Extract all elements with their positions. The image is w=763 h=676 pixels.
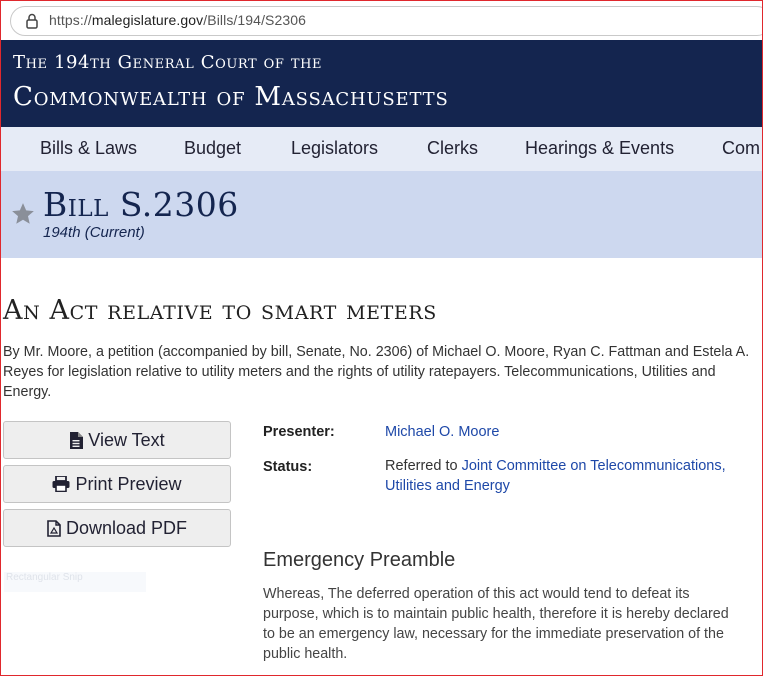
bill-header xyxy=(1,171,763,258)
header-subtitle: The 194th General Court of the xyxy=(13,52,323,73)
nav-item-budget[interactable]: Budget xyxy=(184,138,242,158)
download-pdf-button[interactable] xyxy=(3,509,231,547)
document-icon xyxy=(69,432,83,449)
bill-summary: By Mr. Moore, a petition (accompanied by bill, Senate, No. 2306) of Michael O. Moore, Ryan C. Fattman and Estela A. Reyes for legislation relative to utility meters and the rights of utility ratepayers. Telecommunications, Utilities and Energy. xyxy=(3,344,750,400)
url-text: https://malegislature.gov/Bills/194/S2306 xyxy=(49,12,307,28)
print-preview-button[interactable] xyxy=(3,465,231,503)
act-title: An Act relative to smart meters xyxy=(3,295,437,326)
presenter-label: Presenter: xyxy=(263,424,335,440)
nav-item-more[interactable]: Com xyxy=(722,138,761,158)
nav-item-legislators[interactable]: Legislators xyxy=(291,138,379,158)
header-title[interactable]: Commonwealth of Massachusetts xyxy=(13,82,449,112)
pdf-file-icon xyxy=(47,520,61,537)
nav-item-clerks[interactable]: Clerks xyxy=(427,138,479,158)
snip-tool-label: Rectangular Snip xyxy=(4,572,146,592)
bill-session: 194th (Current) xyxy=(43,224,145,241)
presenter-value xyxy=(385,422,499,442)
nav-item-hearings-events[interactable]: Hearings & Events xyxy=(525,138,675,158)
committee-link[interactable]: Joint Committee on Telecommunications, Utilities and Energy xyxy=(385,458,726,494)
lock-icon xyxy=(25,13,39,29)
star-icon[interactable] xyxy=(10,201,36,227)
site-header xyxy=(1,40,763,127)
status-label: Status: xyxy=(263,459,313,475)
nav-item-bills-laws[interactable]: Bills & Laws xyxy=(40,138,138,158)
address-bar[interactable] xyxy=(10,6,763,36)
status-prefix: Referred to xyxy=(385,458,458,474)
presenter-link[interactable]: Michael O. Moore xyxy=(385,424,500,440)
printer-icon xyxy=(52,476,70,492)
view-text-button[interactable] xyxy=(3,421,231,459)
status-value xyxy=(385,456,735,496)
preamble-heading: Emergency Preamble xyxy=(263,549,456,571)
download-pdf-label: Download PDF xyxy=(65,517,188,538)
main-nav xyxy=(1,127,763,171)
bill-title: Bill S.2306 xyxy=(43,185,239,224)
preamble-text: Whereas, The deferred operation of this act would tend to defeat its purpose, which is to maintain public health, therefore it is hereby declared to be an emergency law, necessary for the immediate preservation of the public health. xyxy=(263,586,729,662)
print-preview-label: Print Preview xyxy=(75,473,182,494)
view-text-label: View Text xyxy=(88,429,165,450)
